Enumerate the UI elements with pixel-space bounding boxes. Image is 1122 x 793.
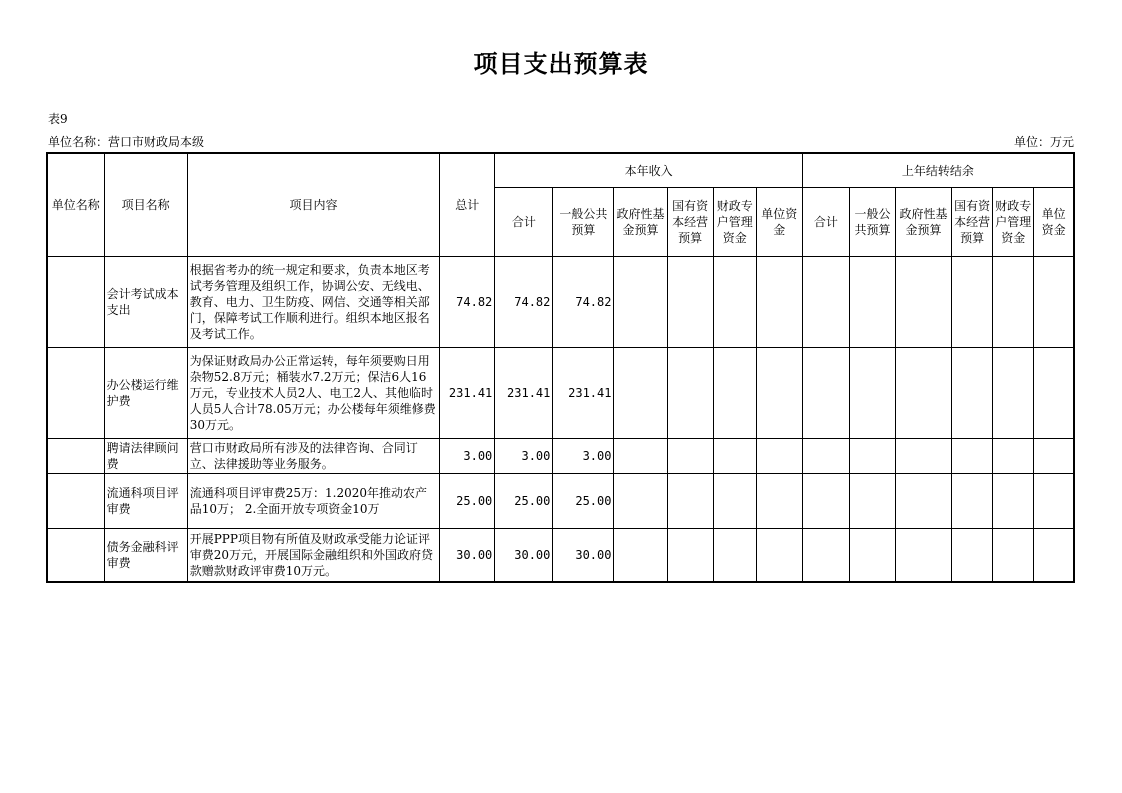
cell-empty bbox=[993, 257, 1034, 348]
header-prior-year-carryover: 上年结转结余 bbox=[802, 153, 1074, 188]
cell-empty bbox=[849, 257, 895, 348]
header-project-name: 项目名称 bbox=[104, 153, 187, 257]
cell-empty bbox=[802, 257, 849, 348]
cell-empty bbox=[1034, 439, 1074, 474]
cell-total: 25.00 bbox=[440, 474, 495, 529]
cell-empty bbox=[952, 257, 993, 348]
cell-empty bbox=[952, 439, 993, 474]
header-unit-name: 单位名称 bbox=[47, 153, 104, 257]
cell-empty bbox=[802, 348, 849, 439]
cell-empty bbox=[756, 257, 802, 348]
cell-empty bbox=[896, 529, 952, 583]
header-cy-gov-fund: 政府性基金预算 bbox=[614, 188, 667, 257]
header-py-unit-fund: 单位资金 bbox=[1034, 188, 1074, 257]
cell-empty bbox=[756, 529, 802, 583]
header-py-state-capital: 国有资本经营预算 bbox=[952, 188, 993, 257]
cell-cy-general-budget: 74.82 bbox=[553, 257, 614, 348]
header-cy-special-fund: 财政专户管理资金 bbox=[713, 188, 756, 257]
cell-unit bbox=[47, 474, 104, 529]
cell-project-content: 营口市财政局所有涉及的法律咨询、合同订立、法律援助等业务服务。 bbox=[187, 439, 439, 474]
header-cy-general-budget: 一般公共预算 bbox=[553, 188, 614, 257]
cell-project-name: 债务金融科评审费 bbox=[104, 529, 187, 583]
cell-empty bbox=[993, 529, 1034, 583]
header-cy-unit-fund: 单位资金 bbox=[756, 188, 802, 257]
cell-empty bbox=[896, 439, 952, 474]
cell-empty bbox=[614, 257, 667, 348]
cell-empty bbox=[896, 348, 952, 439]
header-project-content: 项目内容 bbox=[187, 153, 439, 257]
cell-empty bbox=[667, 474, 713, 529]
header-py-general-budget: 一般公共预算 bbox=[849, 188, 895, 257]
unit-name-label: 单位名称：营口市财政局本级 bbox=[48, 135, 205, 149]
cell-project-content: 为保证财政局办公正常运转，每年须要购日用杂物52.8万元；桶装水7.2万元；保洁6人16万元，专业技术人员2人、电工2人、其他临时人员5人合计78.05万元；办公楼每年须维修费30万元。 bbox=[187, 348, 439, 439]
cell-empty bbox=[896, 257, 952, 348]
cell-empty bbox=[756, 348, 802, 439]
cell-empty bbox=[952, 474, 993, 529]
header-py-subtotal: 合计 bbox=[802, 188, 849, 257]
cell-empty bbox=[614, 474, 667, 529]
cell-total: 30.00 bbox=[440, 529, 495, 583]
cell-empty bbox=[802, 529, 849, 583]
cell-cy-general-budget: 25.00 bbox=[553, 474, 614, 529]
table-row bbox=[47, 348, 1074, 439]
table-row bbox=[47, 439, 1074, 474]
cell-cy-subtotal: 74.82 bbox=[495, 257, 553, 348]
cell-empty bbox=[667, 348, 713, 439]
cell-total: 74.82 bbox=[440, 257, 495, 348]
cell-empty bbox=[849, 474, 895, 529]
cell-empty bbox=[756, 474, 802, 529]
cell-empty bbox=[849, 529, 895, 583]
header-current-year-income: 本年收入 bbox=[495, 153, 803, 188]
budget-table bbox=[46, 152, 1075, 583]
cell-empty bbox=[993, 439, 1034, 474]
cell-empty bbox=[1034, 529, 1074, 583]
cell-cy-general-budget: 30.00 bbox=[553, 529, 614, 583]
header-py-gov-fund: 政府性基金预算 bbox=[896, 188, 952, 257]
page-title: 项目支出预算表 bbox=[473, 50, 649, 78]
cell-empty bbox=[1034, 474, 1074, 529]
cell-empty bbox=[614, 348, 667, 439]
cell-empty bbox=[667, 529, 713, 583]
cell-empty bbox=[713, 439, 756, 474]
cell-empty bbox=[713, 529, 756, 583]
cell-total: 231.41 bbox=[440, 348, 495, 439]
cell-unit bbox=[47, 529, 104, 583]
header-cy-state-capital: 国有资本经营预算 bbox=[667, 188, 713, 257]
cell-cy-subtotal: 30.00 bbox=[495, 529, 553, 583]
cell-cy-subtotal: 3.00 bbox=[495, 439, 553, 474]
cell-empty bbox=[952, 529, 993, 583]
cell-empty bbox=[1034, 257, 1074, 348]
unit-measure-label: 单位：万元 bbox=[1013, 135, 1074, 149]
cell-project-name: 流通科项目评审费 bbox=[104, 474, 187, 529]
table-number: 表9 bbox=[48, 112, 68, 126]
header-cy-subtotal: 合计 bbox=[495, 188, 553, 257]
cell-empty bbox=[614, 529, 667, 583]
header-total: 总计 bbox=[440, 153, 495, 257]
cell-cy-subtotal: 231.41 bbox=[495, 348, 553, 439]
cell-empty bbox=[802, 474, 849, 529]
cell-project-name: 办公楼运行维护费 bbox=[104, 348, 187, 439]
cell-empty bbox=[667, 439, 713, 474]
cell-empty bbox=[756, 439, 802, 474]
cell-cy-general-budget: 231.41 bbox=[553, 348, 614, 439]
cell-unit bbox=[47, 439, 104, 474]
cell-empty bbox=[993, 474, 1034, 529]
cell-cy-subtotal: 25.00 bbox=[495, 474, 553, 529]
cell-empty bbox=[802, 439, 849, 474]
table-row bbox=[47, 257, 1074, 348]
cell-project-name: 聘请法律顾问费 bbox=[104, 439, 187, 474]
cell-empty bbox=[896, 474, 952, 529]
cell-unit bbox=[47, 348, 104, 439]
cell-project-content: 流通科项目评审费25万：1.2020年推动农产品10万； 2.全面开放专项资金10万 bbox=[187, 474, 439, 529]
header-py-special-fund: 财政专户管理资金 bbox=[993, 188, 1034, 257]
cell-empty bbox=[713, 474, 756, 529]
cell-empty bbox=[849, 439, 895, 474]
cell-empty bbox=[713, 348, 756, 439]
cell-cy-general-budget: 3.00 bbox=[553, 439, 614, 474]
table-row bbox=[47, 474, 1074, 529]
cell-project-content: 开展PPP项目物有所值及财政承受能力论证评审费20万元，开展国际金融组织和外国政府贷款赠款财政评审费10万元。 bbox=[187, 529, 439, 583]
cell-project-name: 会计考试成本支出 bbox=[104, 257, 187, 348]
cell-empty bbox=[614, 439, 667, 474]
cell-empty bbox=[993, 348, 1034, 439]
cell-unit bbox=[47, 257, 104, 348]
cell-total: 3.00 bbox=[440, 439, 495, 474]
cell-empty bbox=[713, 257, 756, 348]
cell-empty bbox=[1034, 348, 1074, 439]
cell-empty bbox=[849, 348, 895, 439]
cell-empty bbox=[667, 257, 713, 348]
cell-project-content: 根据省考办的统一规定和要求，负责本地区考试考务管理及组织工作，协调公安、无线电、教育、电力、卫生防疫、网信、交通等相关部门，保障考试工作顺利进行。组织本地区报名及考试工作。 bbox=[187, 257, 439, 348]
table-row bbox=[47, 529, 1074, 583]
cell-empty bbox=[952, 348, 993, 439]
